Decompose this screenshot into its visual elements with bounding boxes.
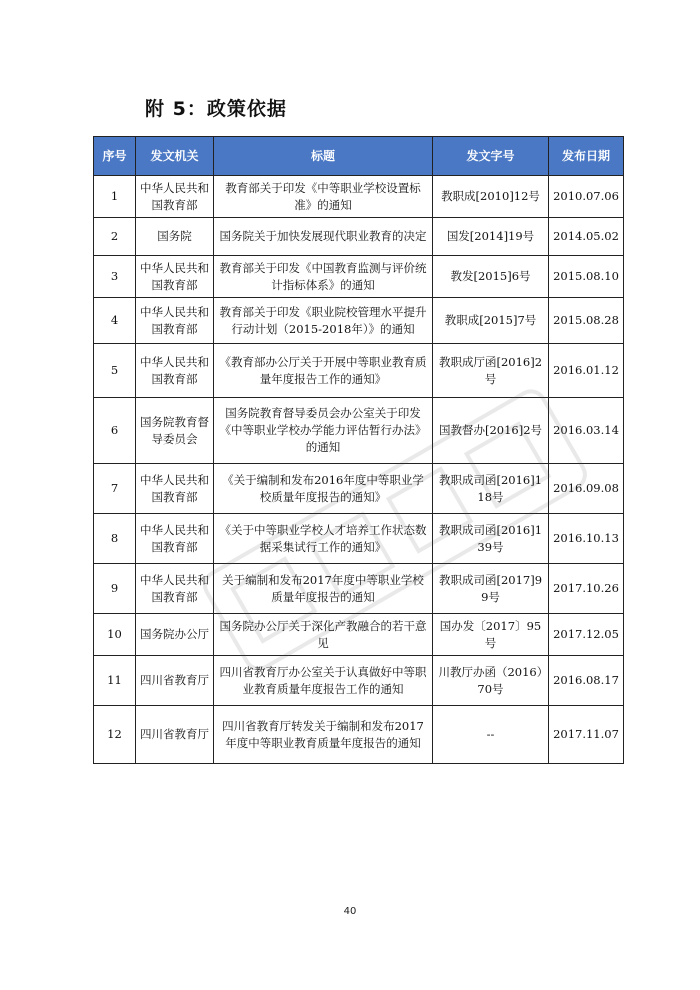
table-row	[94, 464, 624, 514]
cell-doc-no: 教职成[2010]12号	[433, 176, 549, 218]
table-row	[94, 514, 624, 564]
cell-title: 四川省教育厅转发关于编制和发布2017年度中等职业教育质量年度报告的通知	[214, 706, 433, 764]
cell-doc-no: 教职成[2015]7号	[433, 298, 549, 344]
cell-index: 10	[94, 614, 136, 656]
cell-doc-no: 教职成司函[2017]99号	[433, 564, 549, 614]
cell-date: 2016.08.17	[549, 656, 624, 706]
header-doc-no: 发文字号	[433, 137, 549, 176]
cell-title: 关于编制和发布2017年度中等职业学校质量年度报告的通知	[214, 564, 433, 614]
cell-date: 2016.09.08	[549, 464, 624, 514]
table-row	[94, 344, 624, 398]
cell-title: 四川省教育厅办公室关于认真做好中等职业教育质量年度报告工作的通知	[214, 656, 433, 706]
cell-title: 国务院办公厅关于深化产教融合的若干意见	[214, 614, 433, 656]
table-row	[94, 656, 624, 706]
table-row	[94, 256, 624, 298]
cell-doc-no: --	[433, 706, 549, 764]
cell-index: 7	[94, 464, 136, 514]
cell-title: 《关于编制和发布2016年度中等职业学校质量年度报告的通知》	[214, 464, 433, 514]
cell-issuer: 中华人民共和国教育部	[136, 176, 214, 218]
header-date: 发布日期	[549, 137, 624, 176]
cell-index: 6	[94, 398, 136, 464]
table-row	[94, 614, 624, 656]
policy-table	[93, 136, 624, 764]
cell-issuer: 中华人民共和国教育部	[136, 564, 214, 614]
cell-index: 8	[94, 514, 136, 564]
cell-date: 2010.07.06	[549, 176, 624, 218]
cell-date: 2016.10.13	[549, 514, 624, 564]
cell-issuer: 中华人民共和国教育部	[136, 298, 214, 344]
table-row	[94, 706, 624, 764]
cell-issuer: 中华人民共和国教育部	[136, 464, 214, 514]
cell-title: 国务院教育督导委员会办公室关于印发《中等职业学校办学能力评估暂行办法》的通知	[214, 398, 433, 464]
cell-date: 2015.08.10	[549, 256, 624, 298]
cell-index: 1	[94, 176, 136, 218]
cell-date: 2017.11.07	[549, 706, 624, 764]
header-index: 序号	[94, 137, 136, 176]
cell-date: 2015.08.28	[549, 298, 624, 344]
cell-index: 3	[94, 256, 136, 298]
header-title: 标题	[214, 137, 433, 176]
table-header-row	[94, 137, 624, 176]
table-row	[94, 218, 624, 256]
cell-issuer: 四川省教育厅	[136, 706, 214, 764]
cell-issuer: 四川省教育厅	[136, 656, 214, 706]
cell-date: 2017.10.26	[549, 564, 624, 614]
cell-doc-no: 教职成厅函[2016]2号	[433, 344, 549, 398]
cell-date: 2017.12.05	[549, 614, 624, 656]
cell-issuer: 国务院教育督导委员会	[136, 398, 214, 464]
cell-index: 2	[94, 218, 136, 256]
cell-date: 2016.01.12	[549, 344, 624, 398]
page-number: 40	[343, 906, 357, 917]
cell-issuer: 中华人民共和国教育部	[136, 256, 214, 298]
cell-title: 教育部关于印发《中国教育监测与评价统计指标体系》的通知	[214, 256, 433, 298]
cell-index: 12	[94, 706, 136, 764]
cell-doc-no: 国发[2014]19号	[433, 218, 549, 256]
cell-doc-no: 国教督办[2016]2号	[433, 398, 549, 464]
cell-index: 4	[94, 298, 136, 344]
table-row	[94, 298, 624, 344]
cell-title: 《关于中等职业学校人才培养工作状态数据采集试行工作的通知》	[214, 514, 433, 564]
cell-doc-no: 教职成司函[2016]139号	[433, 514, 549, 564]
cell-doc-no: 川教厅办函（2016）70号	[433, 656, 549, 706]
cell-doc-no: 国办发〔2017〕95号	[433, 614, 549, 656]
cell-date: 2016.03.14	[549, 398, 624, 464]
cell-doc-no: 教发[2015]6号	[433, 256, 549, 298]
page-heading: 附 5：政策依据	[145, 98, 287, 120]
cell-title: 教育部关于印发《中等职业学校设置标准》的通知	[214, 176, 433, 218]
cell-date: 2014.05.02	[549, 218, 624, 256]
table-row	[94, 564, 624, 614]
cell-title: 国务院关于加快发展现代职业教育的决定	[214, 218, 433, 256]
cell-title: 《教育部办公厅关于开展中等职业教育质量年度报告工作的通知》	[214, 344, 433, 398]
cell-title: 教育部关于印发《职业院校管理水平提升行动计划（2015-2018年）》的通知	[214, 298, 433, 344]
cell-issuer: 中华人民共和国教育部	[136, 344, 214, 398]
cell-issuer: 国务院	[136, 218, 214, 256]
cell-index: 9	[94, 564, 136, 614]
table-row	[94, 398, 624, 464]
header-issuer: 发文机关	[136, 137, 214, 176]
cell-index: 5	[94, 344, 136, 398]
cell-index: 11	[94, 656, 136, 706]
cell-issuer: 国务院办公厅	[136, 614, 214, 656]
cell-doc-no: 教职成司函[2016]118号	[433, 464, 549, 514]
table-row	[94, 176, 624, 218]
cell-issuer: 中华人民共和国教育部	[136, 514, 214, 564]
